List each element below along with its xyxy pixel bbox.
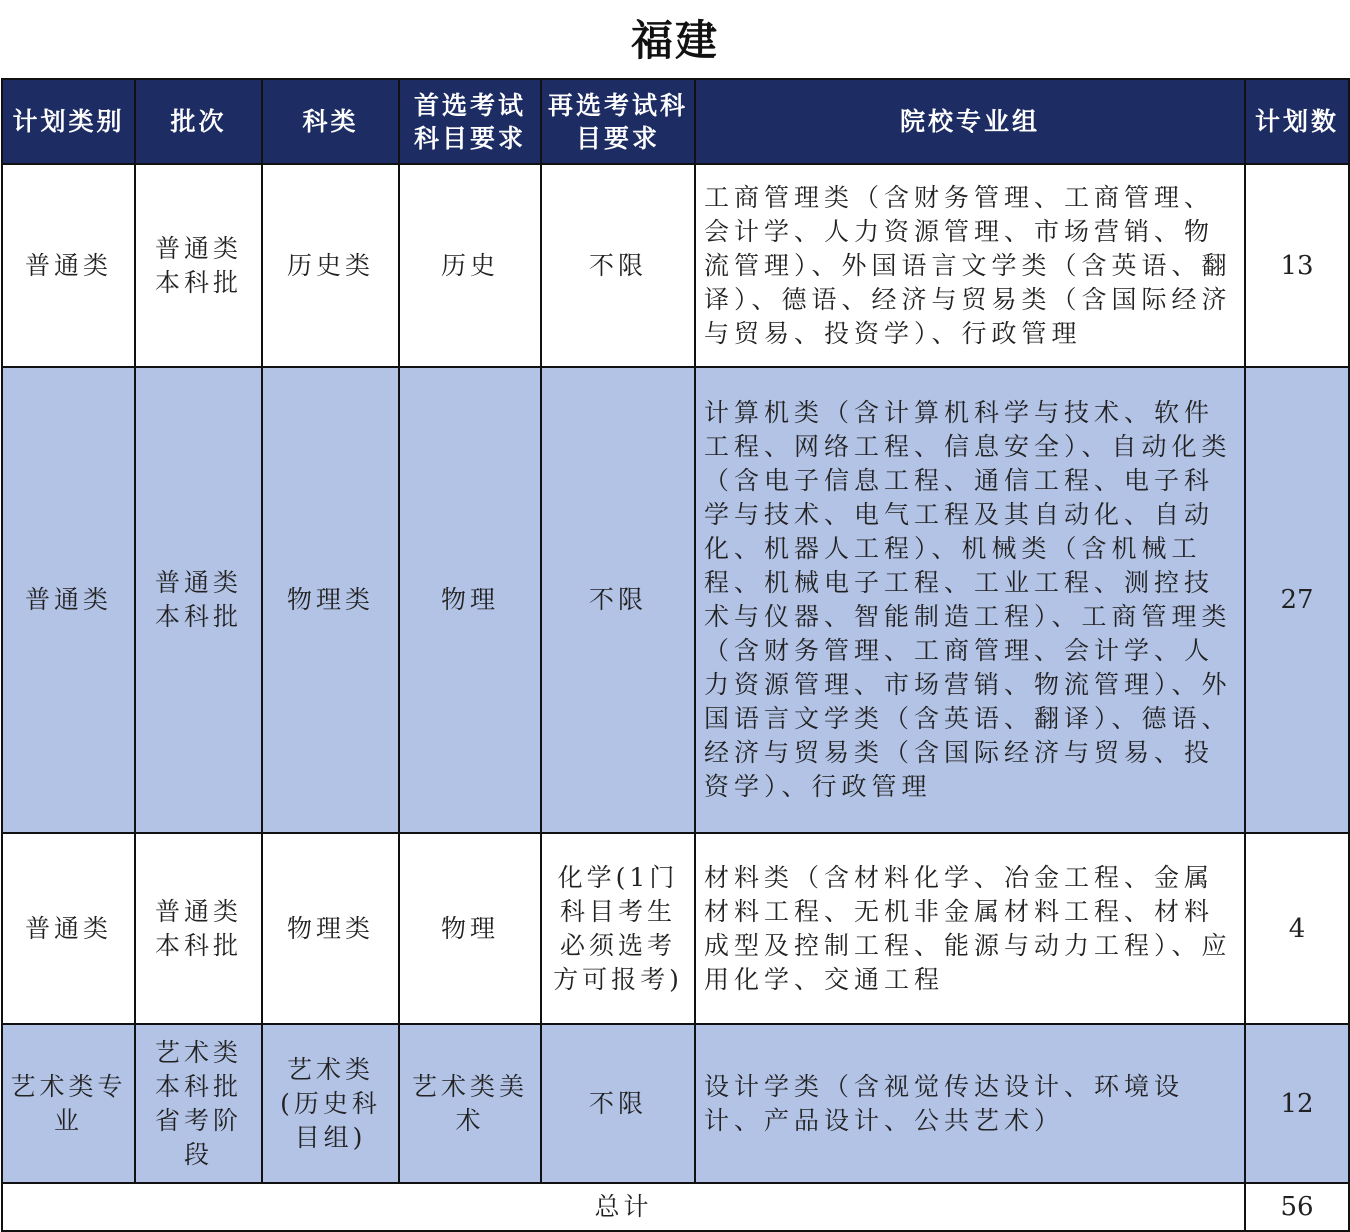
cell-plan-count: 27 bbox=[1245, 367, 1349, 833]
cell-batch: 普通类本科批 bbox=[135, 367, 262, 833]
header-major-groups: 院校专业组 bbox=[695, 79, 1245, 164]
cell-second-subject: 不限 bbox=[541, 367, 695, 833]
cell-first-subject: 艺术类美术 bbox=[399, 1024, 541, 1183]
cell-first-subject: 物理 bbox=[399, 833, 541, 1024]
cell-major-groups: 工商管理类（含财务管理、工商管理、会计学、人力资源管理、市场营销、物流管理）、外国语言文学类（含英语、翻译）、德语、经济与贸易类（含国际经济与贸易、投资学）、行政管理 bbox=[695, 164, 1245, 367]
cell-subject-type: 物理类 bbox=[262, 833, 399, 1024]
table-row bbox=[2, 367, 1349, 833]
cell-second-subject: 不限 bbox=[541, 164, 695, 367]
cell-major-groups: 材料类（含材料化学、冶金工程、金属材料工程、无机非金属材料工程、材料成型及控制工程、能源与动力工程）、应用化学、交通工程 bbox=[695, 833, 1245, 1024]
cell-plan-count: 4 bbox=[1245, 833, 1349, 1024]
total-count: 56 bbox=[1245, 1183, 1349, 1231]
cell-second-subject: 化学(1门科目考生必须选考方可报考) bbox=[541, 833, 695, 1024]
total-label: 总计 bbox=[2, 1183, 1245, 1231]
cell-batch: 普通类本科批 bbox=[135, 833, 262, 1024]
cell-batch: 艺术类本科批省考阶段 bbox=[135, 1024, 262, 1183]
cell-subject-type: 物理类 bbox=[262, 367, 399, 833]
header-batch: 批次 bbox=[135, 79, 262, 164]
cell-batch: 普通类本科批 bbox=[135, 164, 262, 367]
table-row bbox=[2, 1024, 1349, 1183]
cell-first-subject: 历史 bbox=[399, 164, 541, 367]
cell-major-groups: 计算机类（含计算机科学与技术、软件工程、网络工程、信息安全）、自动化类（含电子信息工程、通信工程、电子科学与技术、电气工程及其自动化、自动化、机器人工程）、机械类（含机械工程、机械电子工程、工业工程、测控技术与仪器、智能制造工程）、工商管理类（含财务管理、工商管理、会计学、人力资源管理、市场营销、物流管理）、外国语言文学类（含英语、翻译）、德语、经济与贸易类（含国际经济与贸易、投资学）、行政管理 bbox=[695, 367, 1245, 833]
cell-major-groups: 设计学类（含视觉传达设计、环境设计、产品设计、公共艺术） bbox=[695, 1024, 1245, 1183]
header-second-subject-requirement: 再选考试科目要求 bbox=[541, 79, 695, 164]
header-subject-type: 科类 bbox=[262, 79, 399, 164]
cell-subject-type: 历史类 bbox=[262, 164, 399, 367]
page-title: 福建 bbox=[630, 16, 719, 65]
cell-category: 普通类 bbox=[2, 367, 135, 833]
table-row bbox=[2, 833, 1349, 1024]
cell-plan-count: 13 bbox=[1245, 164, 1349, 367]
cell-subject-type: 艺术类(历史科目组) bbox=[262, 1024, 399, 1183]
header-plan-count: 计划数 bbox=[1245, 79, 1349, 164]
total-row bbox=[2, 1183, 1349, 1231]
cell-second-subject: 不限 bbox=[541, 1024, 695, 1183]
header-first-subject-requirement: 首选考试科目要求 bbox=[399, 79, 541, 164]
table-row bbox=[2, 164, 1349, 367]
cell-category: 普通类 bbox=[2, 833, 135, 1024]
header-plan-category: 计划类别 bbox=[2, 79, 135, 164]
cell-plan-count: 12 bbox=[1245, 1024, 1349, 1183]
enrollment-plan-table bbox=[1, 78, 1350, 1232]
table-header-row bbox=[2, 79, 1349, 164]
cell-first-subject: 物理 bbox=[399, 367, 541, 833]
cell-category: 艺术类专业 bbox=[2, 1024, 135, 1183]
cell-category: 普通类 bbox=[2, 164, 135, 367]
